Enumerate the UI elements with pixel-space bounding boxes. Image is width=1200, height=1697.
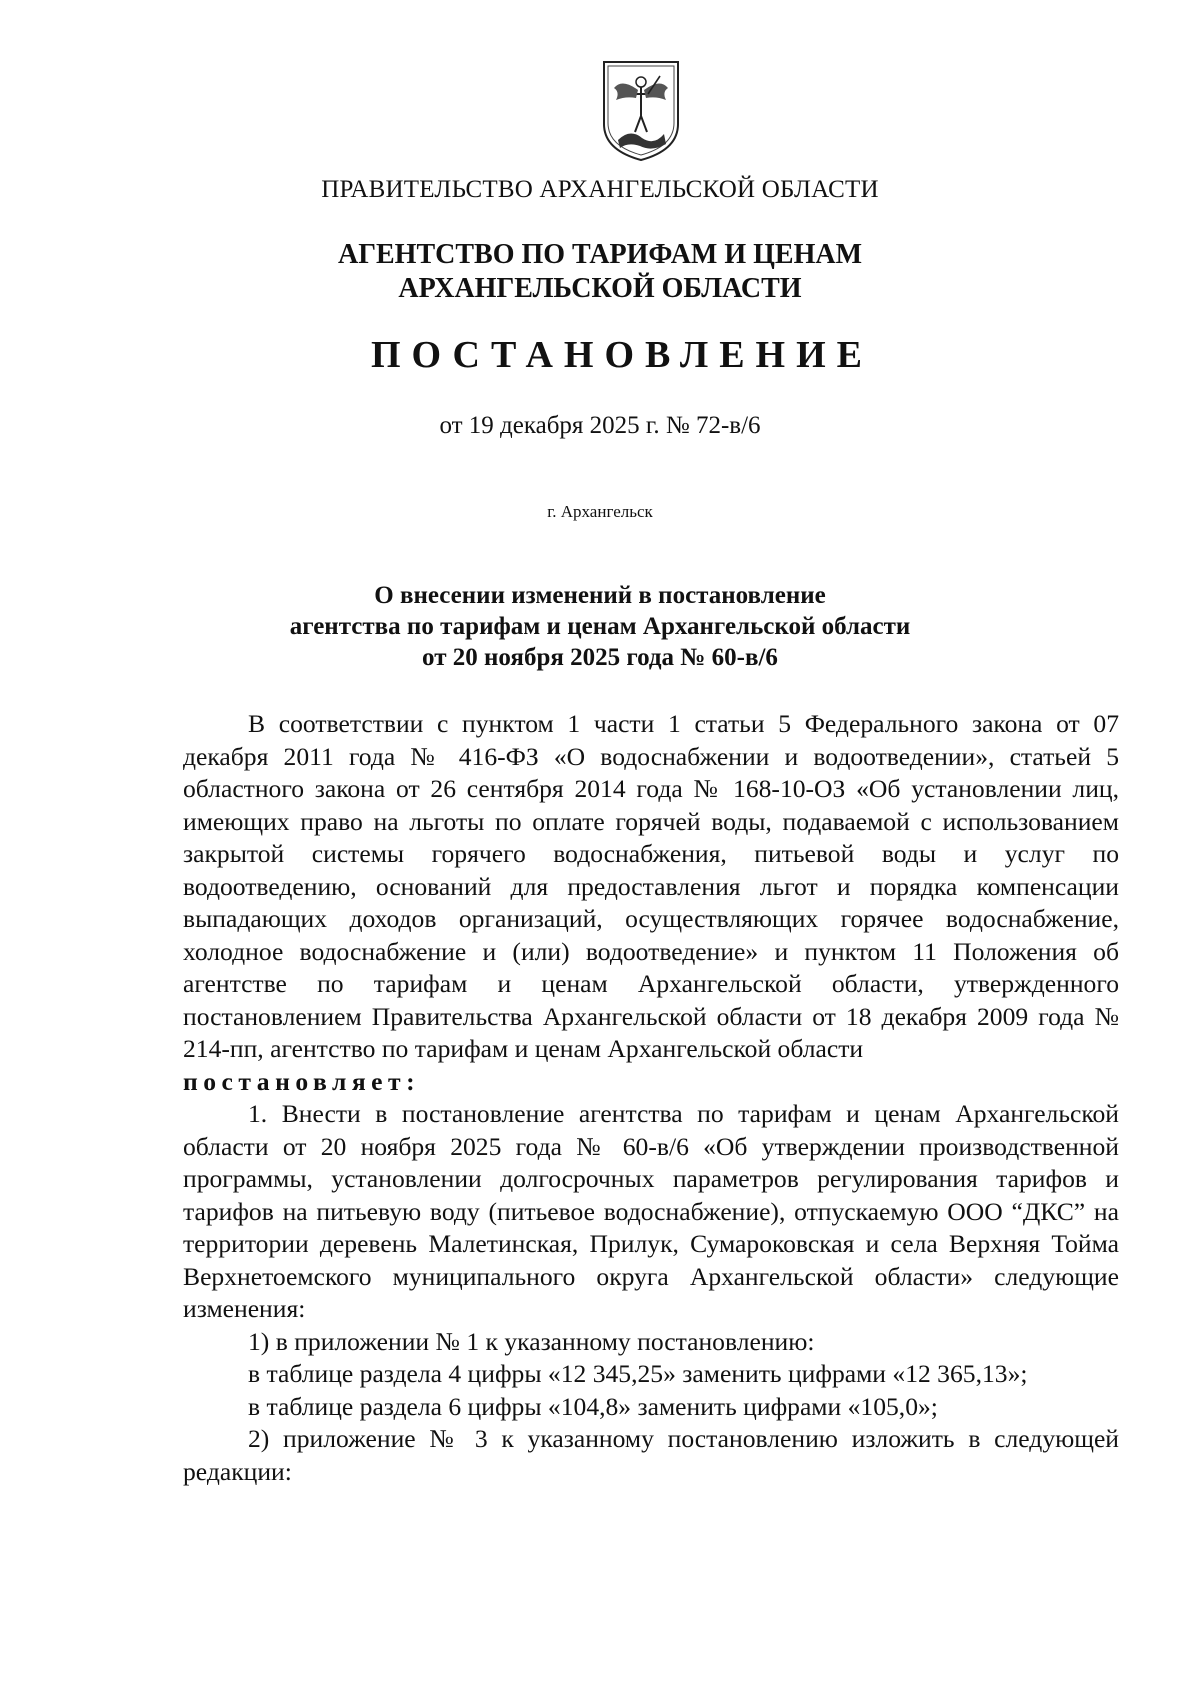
subitem-1a-paragraph: в таблице раздела 4 цифры «12 345,25» заменить цифрами «12 365,13»; — [248, 1359, 1028, 1388]
subject-line-3: от 20 ноября 2025 года № 60-в/6 — [422, 644, 778, 671]
document-type-title: ПОСТАНОВЛЕНИЕ — [370, 334, 874, 376]
item-1-paragraph: 1. Внести в постановление агентства по тарифам и ценам Архангельской области от 20 ноября 2025 года № 60-в/6 «Об утверждении производственной программы, установлении долгосрочных параметров регулирования тарифов и тарифов на питьевую воду (питьевое водоснабжение), отпускаемую ООО “ДКС” на территории деревень Малетинская, Прилук, Сумароковская и села Верхняя Тойма Верхнетоемского муниципального округа Архангельской области» следующие изменения: — [183, 1099, 1119, 1323]
subitem-1b-paragraph: в таблице раздела 6 цифры «104,8» заменить цифрами «105,0»; — [248, 1391, 938, 1421]
subject-line-1: О внесении изменений в постановление — [374, 582, 826, 609]
subject-line-2: агентства по тарифам и ценам Архангельской области — [289, 613, 911, 640]
document-date-number: от 19 декабря 2025 г. № 72-в/6 — [439, 412, 761, 439]
document-city: г. Архангельск — [547, 502, 653, 521]
agency-name-line-1: АГЕНТСТВО ПО ТАРИФАМ И ЦЕНАМ — [337, 239, 863, 270]
coat-of-arms-emblem — [600, 58, 682, 162]
subitem-1-paragraph: 1) в приложении № 1 к указанному постановлению: — [248, 1326, 815, 1356]
preamble-paragraph: В соответствии с пунктом 1 части 1 статьи 5 Федерального закона от 07 декабря 2011 года № 416-ФЗ «О водоснабжении и водоотведении», статьей 5 областного закона от 26 сентября 2014 года № 168-10-ОЗ «Об установлении лиц, имеющих право на льготы по оплате горячей воды, подаваемой с использованием закрытой системы горячего водоснабжения, питьевой воды и услуг по водоотведению, оснований для предоставления льгот и порядка компенсации выпадающих доходов организаций, осуществляющих горячее водоснабжение, холодное водоснабжение и (или) водоотведение» и пунктом 11 Положения об агентстве по тарифам и ценам Архангельской области, утвержденного постановлением Правительства Архангельской области от 18 декабря 2009 года № 214-пп, агентство по тарифам и ценам Архангельской области — [183, 709, 1119, 1063]
document-subject — [0, 580, 1200, 673]
agency-name-line-2: АРХАНГЕЛЬСКОЙ ОБЛАСТИ — [398, 273, 802, 304]
government-header: ПРАВИТЕЛЬСТВО АРХАНГЕЛЬСКОЙ ОБЛАСТИ — [321, 176, 879, 203]
decides-keyword: постановляет: — [183, 1066, 421, 1096]
subitem-2-paragraph: 2) приложение № 3 к указанному постановлению изложить в следующей редакции: — [183, 1424, 1119, 1486]
document-body — [183, 708, 1119, 1488]
agency-name — [0, 238, 1200, 306]
